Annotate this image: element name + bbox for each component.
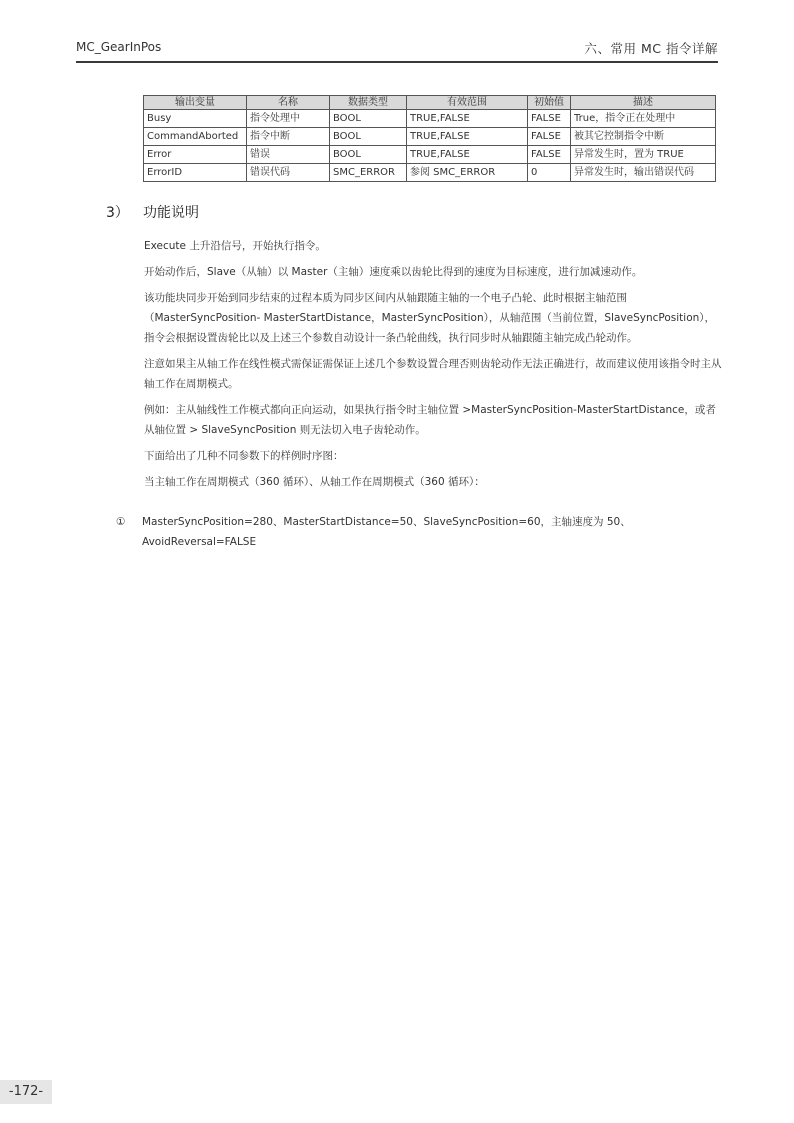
- table-cell: 错误代码: [247, 164, 330, 182]
- header-document-name: MC_GearInPos: [76, 40, 162, 54]
- table-cell: 异常发生时，置为 TRUE: [571, 146, 716, 164]
- table-cell: TRUE,FALSE: [407, 146, 528, 164]
- table-cell: ErrorID: [144, 164, 247, 182]
- example-item: [116, 512, 726, 552]
- table-cell: True，指令正在处理中: [571, 110, 716, 128]
- header-divider: [76, 61, 718, 63]
- output-variables-table: [143, 95, 716, 182]
- paragraph: 例如：主从轴线性工作模式都向正向运动，如果执行指令时主轴位置 >MasterSyncPosition-MasterStartDistance，或者从轴位置 > SlaveSyncPosition 则无法切入电子齿轮动作。: [144, 404, 716, 436]
- table-cell: TRUE,FALSE: [407, 128, 528, 146]
- table-cell: FALSE: [528, 110, 571, 128]
- table-cell: TRUE,FALSE: [407, 110, 528, 128]
- table-cell: 错误: [247, 146, 330, 164]
- table-cell: 异常发生时，输出错误代码: [571, 164, 716, 182]
- paragraph: 当主轴工作在周期模式（360 循环）、从轴工作在周期模式（360 循环）：: [144, 476, 485, 488]
- table-cell: 参阅 SMC_ERROR: [407, 164, 528, 182]
- paragraph: 该功能块同步开始到同步结束的过程本质为同步区间内从轴跟随主轴的一个电子凸轮、此时根据主轴范围（MasterSyncPosition- MasterStartDistance，MasterSyncPosition），从轴范围（当前位置，SlaveSyncPosition），指令会根据设置齿轮比以及上述三个参数自动设计一条凸轮曲线，执行同步时从轴跟随主轴完成凸轮动作。: [144, 292, 716, 344]
- table-cell: Error: [144, 146, 247, 164]
- table-cell: BOOL: [330, 110, 407, 128]
- column-header: 初始值: [528, 96, 571, 110]
- paragraph: Execute 上升沿信号，开始执行指令。: [144, 240, 326, 252]
- section-title: 功能说明: [143, 205, 199, 221]
- column-header: 描述: [571, 96, 716, 110]
- table-cell: 被其它控制指令中断: [571, 128, 716, 146]
- table-row: [144, 164, 716, 182]
- item-marker: ①: [116, 516, 126, 528]
- section-number: 3）: [106, 205, 129, 221]
- table-row: [144, 146, 716, 164]
- section-body: [144, 236, 724, 498]
- table-cell: BOOL: [330, 128, 407, 146]
- paragraph: 开始动作后，Slave（从轴）以 Master（主轴）速度乘以齿轮比得到的速度为目标速度，进行加减速动作。: [144, 266, 643, 278]
- table-cell: FALSE: [528, 128, 571, 146]
- column-header: 有效范围: [407, 96, 528, 110]
- table-cell: 0: [528, 164, 571, 182]
- column-header: 数据类型: [330, 96, 407, 110]
- table-cell: 指令处理中: [247, 110, 330, 128]
- table-cell: FALSE: [528, 146, 571, 164]
- paragraph: 下面给出了几种不同参数下的样例时序图：: [144, 450, 344, 462]
- table-cell: BOOL: [330, 146, 407, 164]
- table-cell: Busy: [144, 110, 247, 128]
- header-chapter-title: 六、常用 MC 指令详解: [584, 41, 718, 56]
- paragraph: 注意如果主从轴工作在线性模式需保证需保证上述几个参数设置合理否则齿轮动作无法正确进行，故而建议使用该指令时主从轴工作在周期模式。: [144, 358, 722, 390]
- item-text: MasterSyncPosition=280、MasterStartDistance=50、SlaveSyncPosition=60，主轴速度为 50、AvoidReversal=FALSE: [142, 516, 631, 548]
- table-row: [144, 128, 716, 146]
- column-header: 名称: [247, 96, 330, 110]
- table-cell: SMC_ERROR: [330, 164, 407, 182]
- page-number: -172-: [0, 1080, 52, 1104]
- table-row: [144, 110, 716, 128]
- table-cell: CommandAborted: [144, 128, 247, 146]
- table-cell: 指令中断: [247, 128, 330, 146]
- column-header: 输出变量: [144, 96, 247, 110]
- table-header-row: [144, 96, 716, 110]
